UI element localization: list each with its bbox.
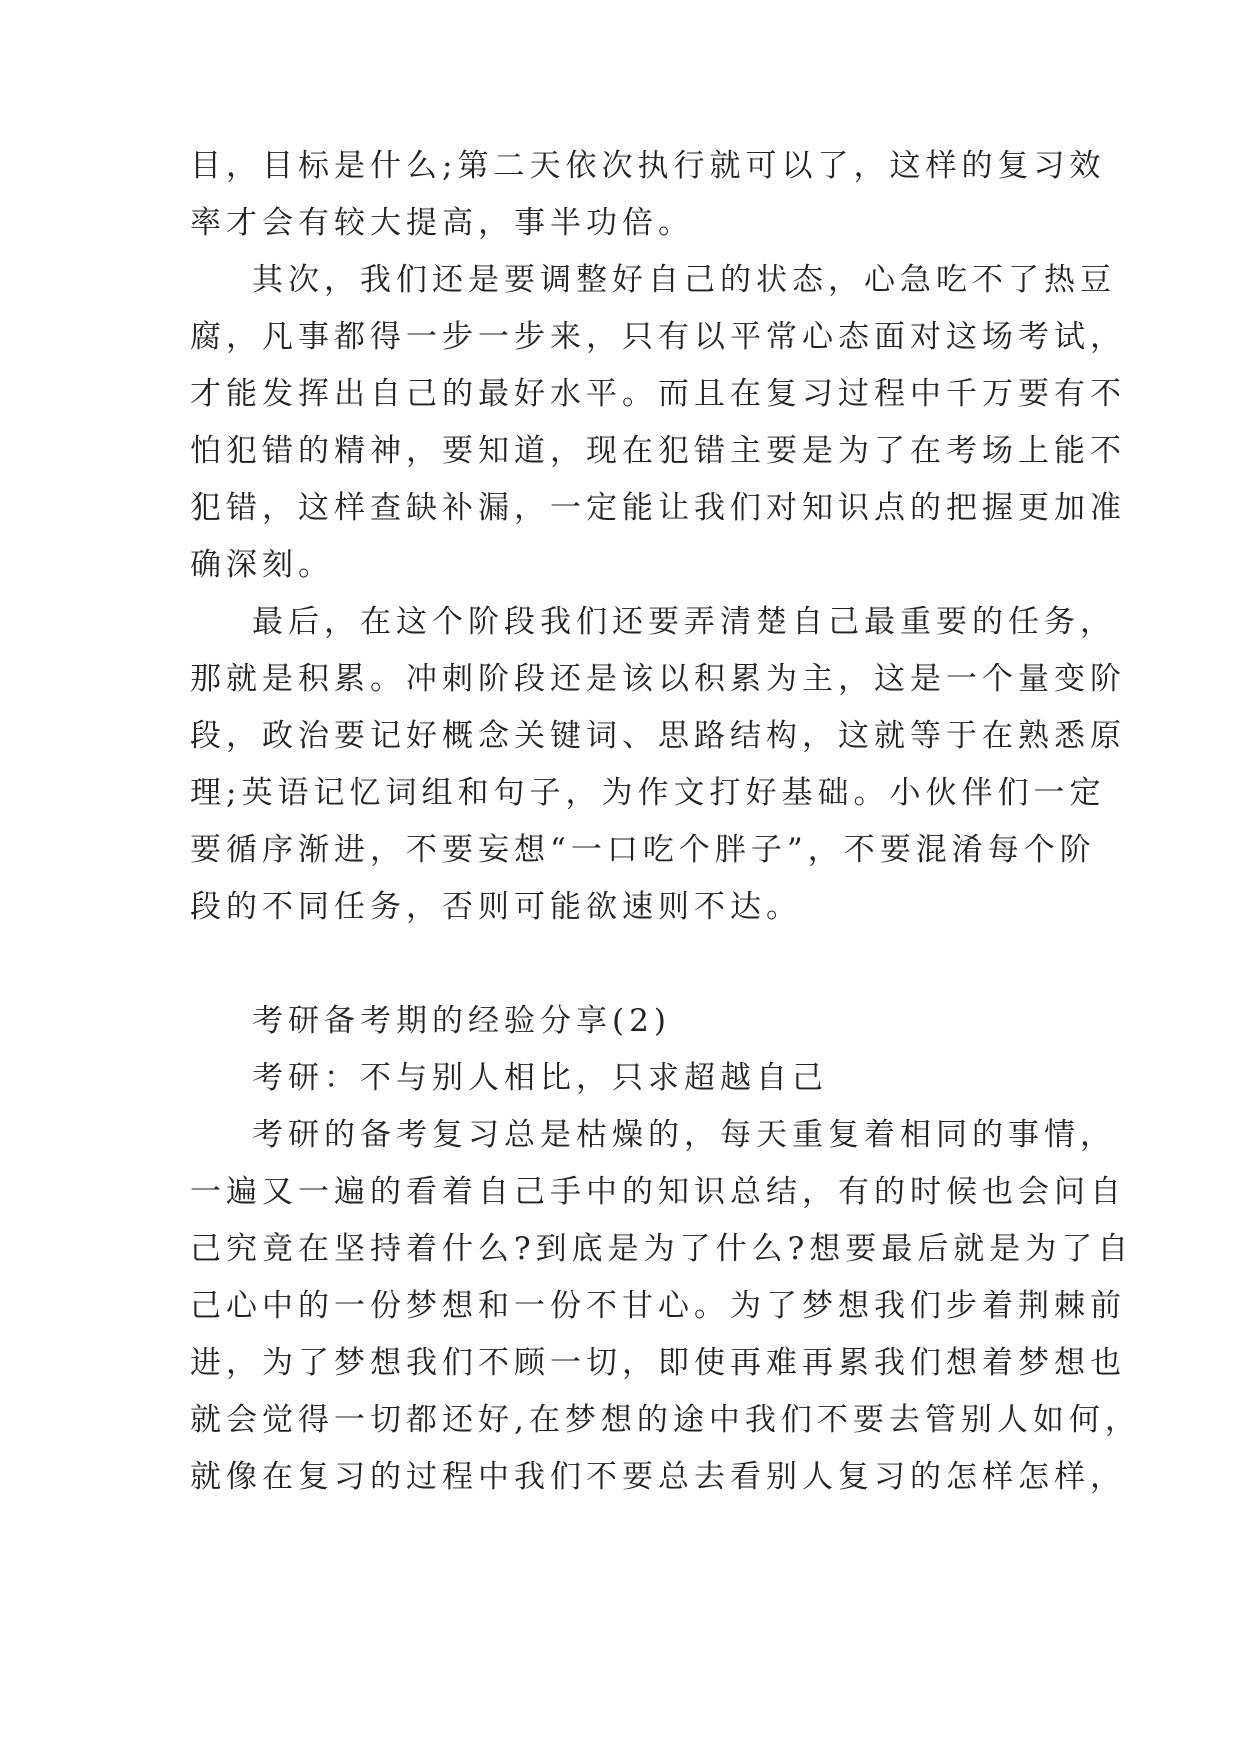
body-line: 一遍又一遍的看着自己手中的知识总结，有的时候也会问自: [190, 1174, 1126, 1210]
section-subtitle: 考研：不与别人相比，只求超越自己: [252, 1060, 828, 1096]
body-line: 腐，凡事都得一步一步来，只有以平常心态面对这场考试，: [190, 319, 1126, 355]
body-line: 目，目标是什么;第二天依次执行就可以了，这样的复习效: [190, 148, 1106, 184]
paragraph-start-line: 最后，在这个阶段我们还要弄清楚自己最重要的任务，: [252, 604, 1116, 640]
paragraph-start-line: 考研的备考复习总是枯燥的，每天重复着相同的事情，: [252, 1117, 1116, 1153]
body-line: 怕犯错的精神，要知道，现在犯错主要是为了在考场上能不: [190, 433, 1126, 469]
body-line: 己心中的一份梦想和一份不甘心。为了梦想我们步着荆棘前: [190, 1288, 1126, 1324]
body-line: 理;英语记忆词组和句子，为作文打好基础。小伙伴们一定: [190, 775, 1106, 811]
body-line: 就会觉得一切都还好,在梦想的途中我们不要去管别人如何，: [190, 1402, 1141, 1438]
body-line: 确深刻。: [190, 547, 334, 583]
body-line: 己究竟在坚持着什么?到底是为了什么?想要最后就是为了自: [190, 1231, 1134, 1267]
body-line: 才能发挥出自己的最好水平。而且在复习过程中千万要有不: [190, 376, 1126, 412]
body-line: 就像在复习的过程中我们不要总去看别人复习的怎样怎样，: [190, 1459, 1126, 1495]
body-line: 那就是积累。冲刺阶段还是该以积累为主，这是一个量变阶: [190, 661, 1126, 697]
section-title: 考研备考期的经验分享(2): [252, 1003, 671, 1039]
paragraph-start-line: 其次，我们还是要调整好自己的状态，心急吃不了热豆: [252, 262, 1116, 298]
body-line: 段的不同任务，否则可能欲速则不达。: [190, 889, 802, 925]
body-line: 段，政治要记好概念关键词、思路结构，这就等于在熟悉原: [190, 718, 1126, 754]
body-line: 率才会有较大提高，事半功倍。: [190, 205, 694, 241]
body-line: 犯错，这样查缺补漏，一定能让我们对知识点的把握更加准: [190, 490, 1126, 526]
body-line: 进，为了梦想我们不顾一切，即使再难再累我们想着梦想也: [190, 1345, 1126, 1381]
body-line: 要循序渐进，不要妄想“一口吃个胖子”，不要混淆每个阶: [190, 832, 1096, 868]
